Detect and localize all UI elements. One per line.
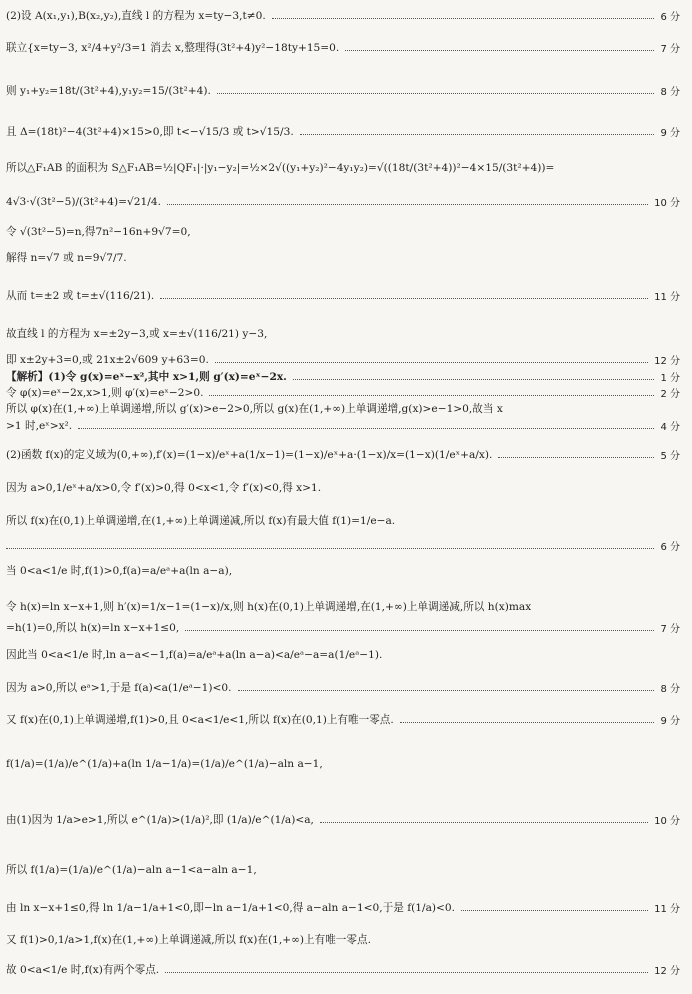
leader-dots [461, 910, 648, 911]
solution-line [6, 194, 680, 209]
line-text: 所以 φ(x)在(1,+∞)上单调递增,所以 g′(x)>e−2>0,所以 g(x)在(1,+∞)上单调递增,g(x)>e−1>0,故当 x [6, 403, 503, 415]
solution-line [6, 160, 680, 175]
leader-dots [209, 395, 654, 396]
leader-dots [293, 379, 655, 380]
line-text: (2)设 A(x₁,y₁),B(x₂,y₂),直线 l 的方程为 x=ty−3,t≠0. [6, 10, 266, 22]
solution-line [6, 712, 680, 727]
line-text: 联立{x=ty−3, x²/4+y²/3=1 消去 x,整理得(3t²+4)y²−18ty+15=0. [6, 42, 340, 54]
line-text: f(1/a)=(1/a)/e^(1/a)+a(ln 1/a−1/a)=(1/a)/e^(1/a)−aln a−1, [6, 758, 323, 770]
solution-line [6, 513, 680, 528]
leader-dots [217, 93, 655, 94]
solution-line [6, 124, 680, 139]
line-text: 所以 f(x)在(0,1)上单调递增,在(1,+∞)上单调递减,所以 f(x)有最大值 f(1)=1/e−a. [6, 515, 396, 527]
solution-line [6, 812, 680, 827]
score-label: 4 分 [660, 422, 680, 433]
solution-line [6, 599, 680, 614]
leader-dots [400, 722, 655, 723]
leader-dots [272, 18, 655, 19]
line-text: 当 0<a<1/e 时,f(1)>0,f(a)=a/eᵃ+a(ln a−a), [6, 565, 233, 577]
line-text: 令 φ(x)=eˣ−2x,x>1,则 φ′(x)=eˣ−2>0. [6, 387, 204, 399]
score-label: 2 分 [660, 389, 680, 400]
line-text: 即 x±2y+3=0,或 21x±2√609 y+63=0. [6, 354, 209, 366]
leader-dots [78, 428, 654, 429]
score-label: 11 分 [654, 904, 680, 915]
solution-line [6, 563, 680, 578]
solution-line [6, 8, 680, 23]
line-text: 所以△F₁AB 的面积为 S△F₁AB=½|QF₁|·|y₁−y₂|=½×2√((y₁+y₂)²−4y₁y₂)=√((18t/(3t²+4))²−4×15/(3t²+4))= [6, 162, 555, 174]
score-label: 12 分 [654, 966, 680, 977]
line-text: 故直线 l 的方程为 x=±2y−3,或 x=±√(116/21) y−3, [6, 328, 268, 340]
solution-line [6, 962, 680, 977]
score-label: 6 分 [660, 542, 680, 553]
score-label: 11 分 [654, 292, 680, 303]
line-text: 【解析】(1)令 g(x)=eˣ−x²,其中 x>1,则 g′(x)=eˣ−2x. [6, 371, 287, 383]
leader-dots [167, 204, 648, 205]
score-label: 5 分 [660, 451, 680, 462]
solution-line [6, 326, 680, 341]
leader-dots [160, 298, 648, 299]
line-text: 故 0<a<1/e 时,f(x)有两个零点. [6, 964, 160, 976]
score-label: 8 分 [660, 684, 680, 695]
line-text: 令 √(3t²−5)=n,得7n²−16n+9√7=0, [6, 226, 191, 238]
score-label: 7 分 [660, 624, 680, 635]
score-label: 6 分 [660, 12, 680, 23]
line-text: =h(1)=0,所以 h(x)=ln x−x+1≤0, [6, 622, 180, 634]
leader-dots [215, 362, 648, 363]
solution-line [6, 40, 680, 55]
solution-line [6, 447, 680, 462]
line-text: 4√3·√(3t²−5)/(3t²+4)=√21/4. [6, 195, 161, 208]
line-text: 又 f(x)在(0,1)上单调递增,f(1)>0,且 0<a<1/e<1,所以 f(x)在(0,1)上有唯一零点. [6, 714, 394, 726]
solution-line [6, 862, 680, 877]
leader-dots [6, 548, 654, 549]
solution-line [6, 900, 680, 915]
leader-dots [498, 457, 654, 458]
leader-dots [300, 134, 655, 135]
solution-line [6, 680, 680, 695]
solution-line [6, 250, 680, 265]
leader-dots [165, 972, 648, 973]
leader-dots [320, 822, 648, 823]
solution-line [6, 620, 680, 635]
line-text: 从而 t=±2 或 t=±√(116/21). [6, 290, 155, 302]
solution-line [6, 83, 680, 98]
score-label: 1 分 [660, 373, 680, 384]
score-label: 9 分 [660, 716, 680, 727]
solution-line [6, 352, 680, 367]
line-text: 因为 a>0,所以 eᵃ>1,于是 f(a)<a(1/eᵃ−1)<0. [6, 682, 232, 694]
line-text: 令 h(x)=ln x−x+1,则 h′(x)=1/x−1=(1−x)/x,则 h(x)在(0,1)上单调递增,在(1,+∞)上单调递减,所以 h(x)max [6, 601, 532, 613]
line-text: 因为 a>0,1/eˣ+a/x>0,令 f′(x)>0,得 0<x<1,令 f′(x)<0,得 x>1. [6, 482, 322, 494]
score-label: 8 分 [660, 87, 680, 98]
line-text: 所以 f(1/a)=(1/a)/e^(1/a)−aln a−1<a−aln a−1, [6, 864, 257, 876]
line-text: 由 ln x−x+1≤0,得 ln 1/a−1/a+1<0,即−ln a−1/a+1<0,得 a−aln a−1<0,于是 f(1/a)<0. [6, 902, 456, 914]
line-text: 则 y₁+y₂=18t/(3t²+4),y₁y₂=15/(3t²+4). [6, 85, 211, 97]
solution-line [6, 538, 680, 553]
solution-line [6, 932, 680, 947]
line-text: >1 时,eˣ>x². [6, 420, 73, 432]
line-text: 由(1)因为 1/a>e>1,所以 e^(1/a)>(1/a)²,即 (1/a)/e^(1/a)<a, [6, 814, 314, 826]
leader-dots [345, 50, 654, 51]
solution-line [6, 385, 680, 400]
score-label: 7 分 [660, 44, 680, 55]
leader-dots [185, 630, 654, 631]
solution-line [6, 369, 680, 384]
solution-line [6, 480, 680, 495]
solution-line [6, 758, 680, 770]
line-text: 且 Δ=(18t)²−4(3t²+4)×15>0,即 t<−√15/3 或 t>√15/3. [6, 126, 294, 138]
score-label: 12 分 [654, 356, 680, 367]
line-text: 又 f(1)>0,1/a>1,f(x)在(1,+∞)上单调递减,所以 f(x)在(1,+∞)上有唯一零点. [6, 934, 371, 946]
solution-line [6, 224, 680, 239]
score-label: 9 分 [660, 128, 680, 139]
solution-line [6, 647, 680, 662]
solution-line [6, 418, 680, 433]
line-text: (2)函数 f(x)的定义域为(0,+∞),f′(x)=(1−x)/eˣ+a(1/x−1)=(1−x)/eˣ+a·(1−x)/x=(1−x)(1/eˣ+a/x). [6, 449, 493, 461]
leader-dots [238, 690, 655, 691]
solution-line [6, 288, 680, 303]
line-text: 因此当 0<a<1/e 时,ln a−a<−1,f(a)=a/eᵃ+a(ln a−a)<a/eᵃ−a=a(1/eᵃ−1). [6, 649, 383, 661]
solution-line [6, 401, 680, 416]
score-label: 10 分 [654, 816, 680, 827]
score-label: 10 分 [654, 198, 680, 209]
line-text: 解得 n=√7 或 n=9√7/7. [6, 252, 127, 264]
